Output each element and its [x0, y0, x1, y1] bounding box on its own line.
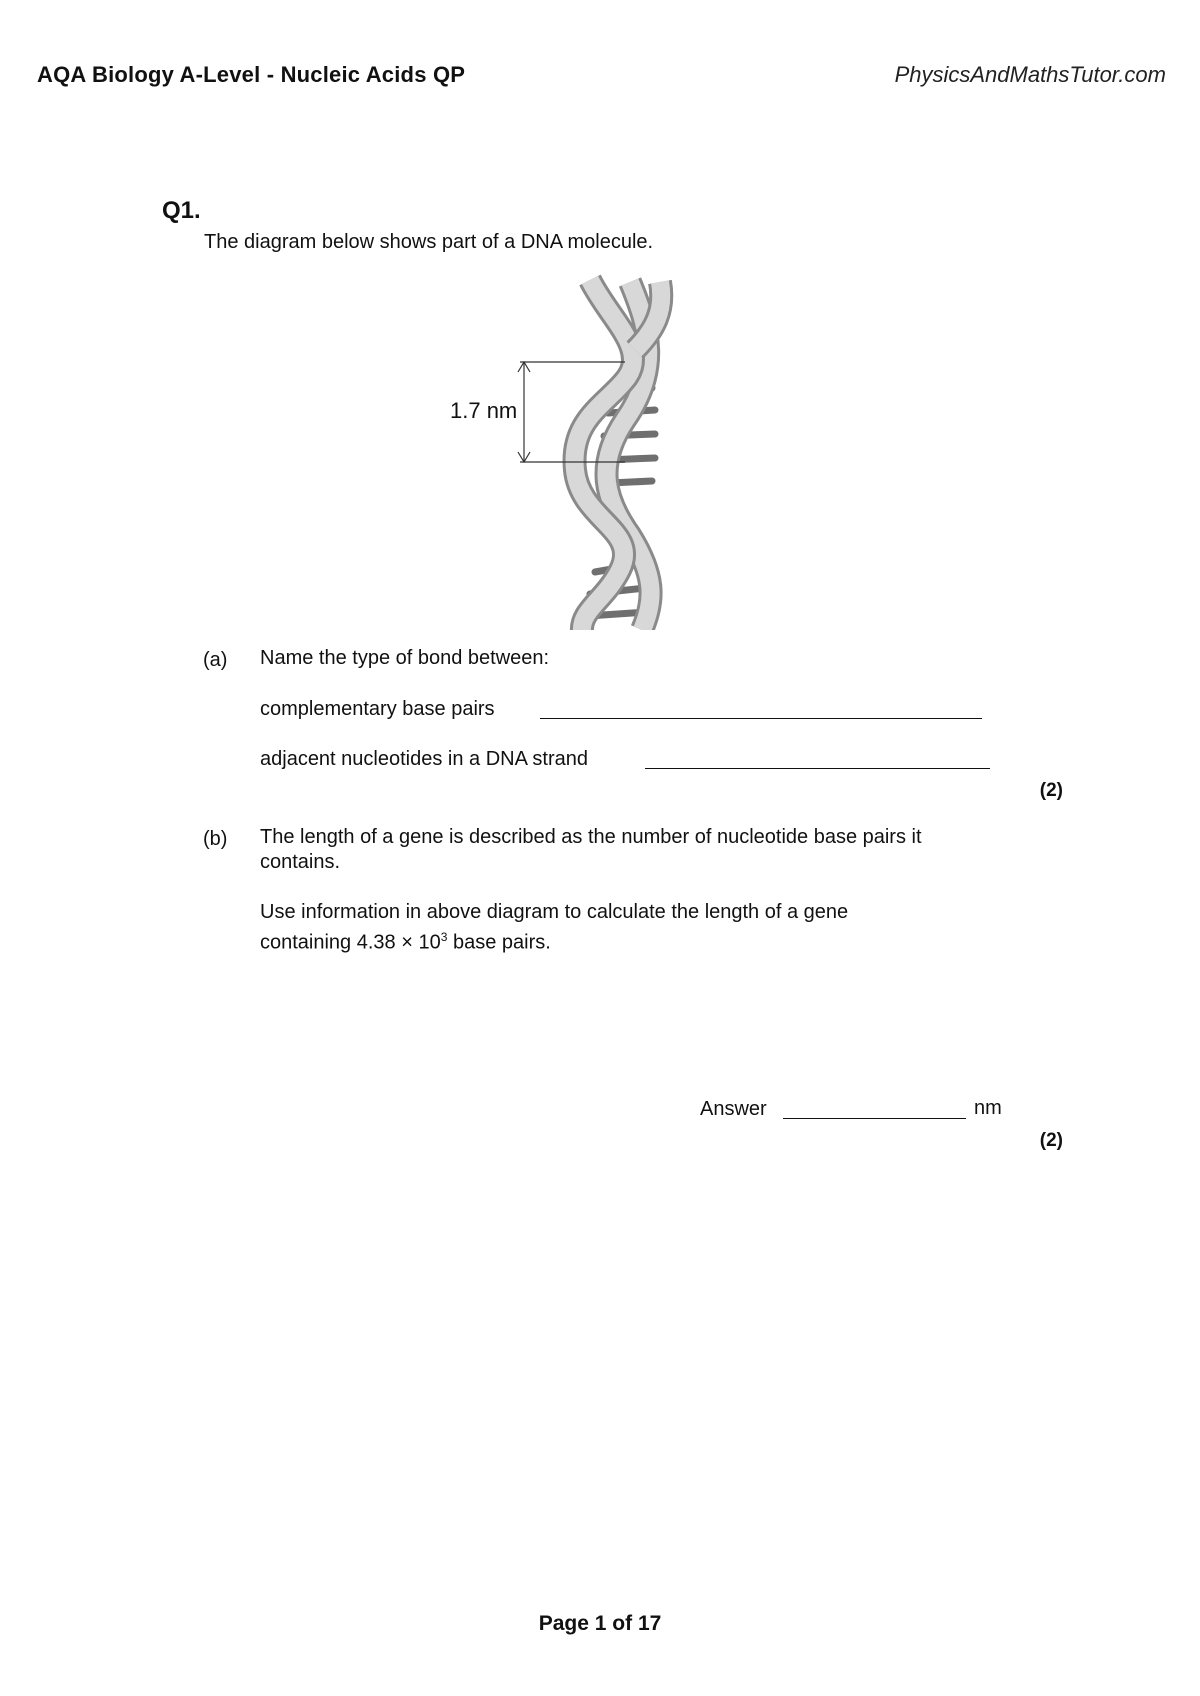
- part-a-line1-label: complementary base pairs: [260, 698, 495, 720]
- part-b-line2: contains.: [260, 851, 341, 873]
- part-b-line1: The length of a gene is described as the number of nucleotide base pairs it: [260, 826, 922, 848]
- footer-page-num: 1: [594, 1612, 607, 1635]
- dna-diagram: [420, 270, 740, 630]
- part-a-letter: (a): [203, 649, 228, 671]
- footer-total: 17: [637, 1612, 662, 1635]
- footer-page-word: Page: [538, 1612, 589, 1635]
- part-b-letter: (b): [203, 828, 228, 850]
- answer-line-adjacent-nucleotides[interactable]: [645, 768, 990, 769]
- answer-unit: nm: [974, 1097, 1002, 1119]
- question-intro: The diagram below shows part of a DNA molecule.: [204, 231, 654, 253]
- site-name: PhysicsAndMathsTutor.com: [894, 62, 1166, 87]
- part-a-line2-label: adjacent nucleotides in a DNA strand: [260, 748, 588, 770]
- question-number: Q1.: [162, 197, 201, 224]
- part-a-prompt: Name the type of bond between:: [260, 647, 550, 669]
- document-title: AQA Biology A-Level - Nucleic Acids QP: [37, 62, 466, 87]
- answer-label: Answer: [700, 1098, 767, 1120]
- part-b-line4: containing $4.38 \times 10^3$ base pairs.: [260, 930, 551, 954]
- measurement-label: 1.7 nm: [450, 398, 518, 423]
- part-a-marks: (2): [1039, 780, 1063, 801]
- page-footer: [0, 1612, 1200, 1636]
- footer-of-word: of: [612, 1612, 633, 1635]
- part-b-line3: Use information in above diagram to calculate the length of a gene: [260, 901, 849, 923]
- answer-line-gene-length[interactable]: [783, 1118, 966, 1119]
- answer-line-base-pairs[interactable]: [540, 718, 982, 719]
- part-b-marks: (2): [1039, 1130, 1063, 1151]
